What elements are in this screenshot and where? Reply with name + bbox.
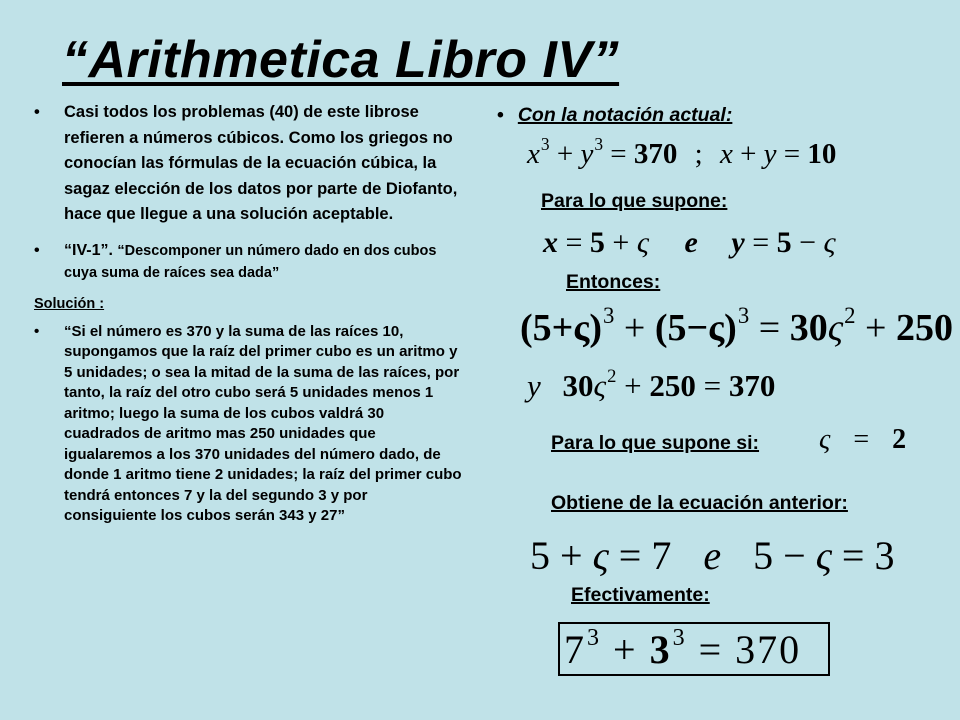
- equation-value: ς = 2: [819, 424, 907, 455]
- modern-notation-heading: • Con la notación actual:: [497, 104, 733, 126]
- bullet-intro: • Casi todos los problemas (40) de este librose refieren a números cúbicos. Como los griegos no conocían las fórmulas de la ecuación cúbica, la sagaz elección de los datos por parte de Diofanto, hace que llegue a una solución aceptable.: [34, 100, 464, 228]
- label-supone-si: Para lo que supone si:: [551, 432, 760, 454]
- slide-title: “Arithmetica Libro IV”: [62, 31, 620, 89]
- equation-quadratic: y $30\varsigma^2 + 250 = 370$: [527, 366, 776, 403]
- equation-verification: $7^3 + 3^3 = 370$: [564, 625, 802, 672]
- label-entonces: Entonces:: [566, 271, 661, 293]
- equation-expansion: $(5+\varsigma)^3 + (5-\varsigma)^3 = 30\varsigma^2 + 250$: [520, 302, 953, 349]
- solution-label: Solución :: [34, 295, 105, 312]
- bullet-solution: • “Si el número es 370 y la suma de las raíces 10, supongamos que la raíz del primer cubo es un aritmo y 5 unidades; o sea la mitad de la suma de las raíces, por tanto, la raíz del otro cubo será 5 unidades menos 1 aritmo; luego la suma de los cubos valdrá 30 cuadrados de aritmo mas 250 unidades que igualaremos a los 370 unidades del número dado, de donde 1 aritmo tiene 2 unidades; la raíz del primer cubo tendrá entonces 7 y la del segundo 3 y por consiguiente los cubos serán 343 y 27”: [34, 322, 464, 527]
- equation-system: $x^3 + y^3 = 370$ ; x + y = 10: [527, 133, 837, 170]
- bullet-dot-icon: •: [497, 104, 504, 126]
- label-efectivamente: Efectivamente:: [571, 584, 710, 606]
- equation-substitution: x = 5 + ς e y = 5 − ς: [543, 226, 836, 259]
- problem-code: “IV-1”.: [64, 241, 118, 259]
- left-column: [34, 100, 464, 527]
- bullet-problem: [34, 240, 464, 284]
- equation-roots: 5 + ς = 7 e 5 − ς = 3: [530, 533, 895, 578]
- problem-statement: “Descomponer un número dado en dos cubos cuya suma de raíces sea dada”: [64, 242, 437, 281]
- label-obtiene: Obtiene de la ecuación anterior:: [551, 492, 848, 514]
- label-supone: Para lo que supone:: [541, 190, 728, 212]
